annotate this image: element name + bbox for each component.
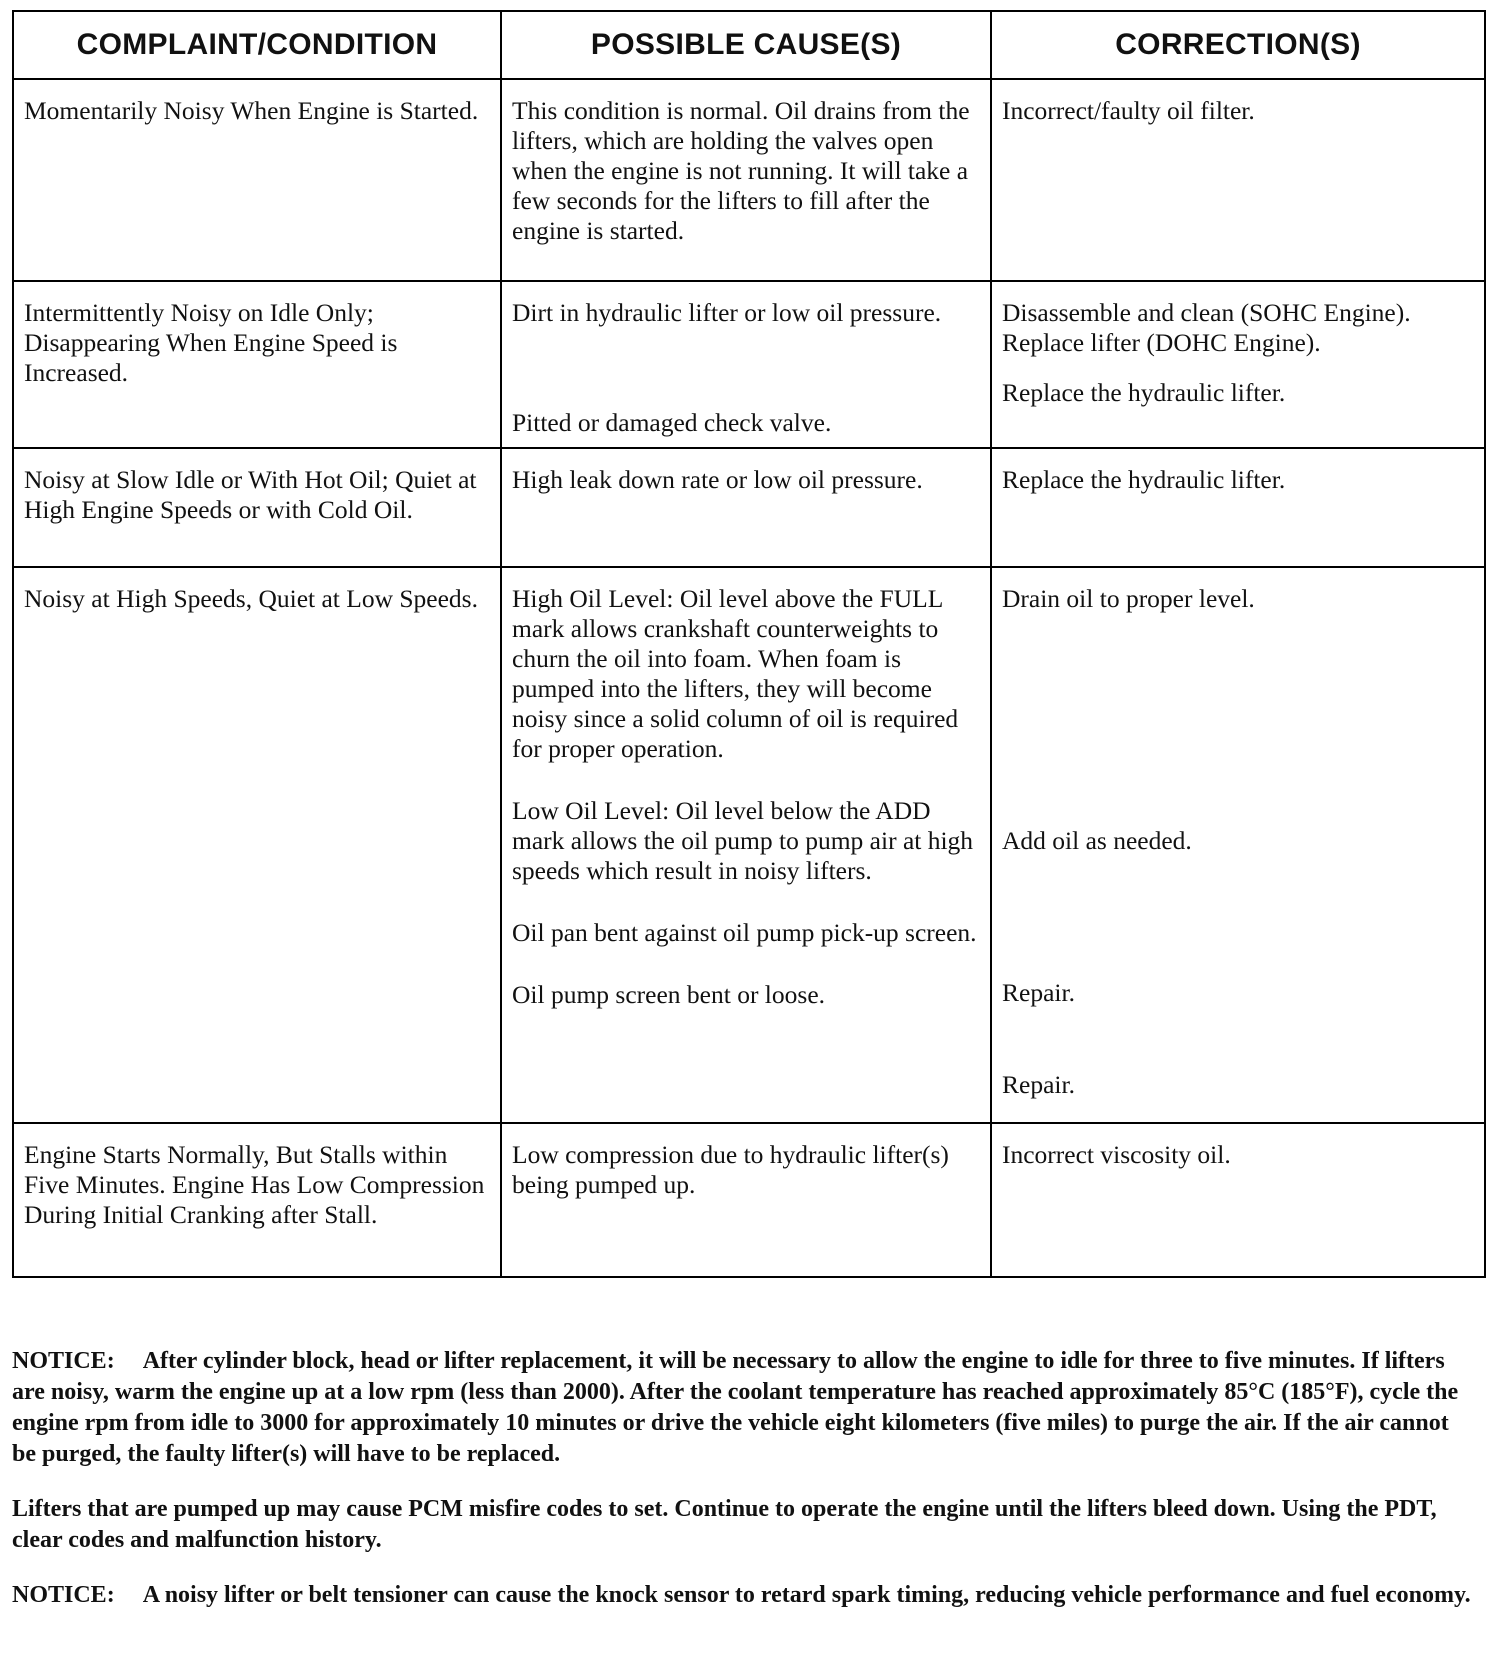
header-corrections: CORRECTION(S) [991, 11, 1485, 79]
table-row [13, 281, 1485, 448]
correction-text: Incorrect/faulty oil filter. [1002, 96, 1255, 125]
cause-text: Pitted or damaged check valve. [512, 408, 832, 437]
notice-label: NOTICE: [12, 1348, 115, 1374]
note-paragraph [12, 1494, 1472, 1556]
correction-text: Repair. [1002, 1070, 1075, 1099]
cause-cell [501, 567, 991, 1123]
correction-text: Replace the hydraulic lifter. [1002, 465, 1286, 494]
condition-cell [13, 567, 501, 1123]
table-row [13, 567, 1485, 1123]
cause-cell [501, 281, 991, 448]
cause-text: Oil pump screen bent or loose. [512, 980, 826, 1009]
correction-cell [991, 79, 1485, 281]
correction-text: Repair. [1002, 978, 1075, 1007]
cause-text: Low compression due to hydraulic lifter(s) being pumped up. [512, 1140, 949, 1199]
table-header [13, 11, 1485, 79]
cause-text: Low Oil Level: Oil level below the ADD mark allows the oil pump to pump air at high speeds which result in noisy lifters. [512, 796, 974, 885]
cause-text: High leak down rate or low oil pressure. [512, 465, 923, 494]
table-row [13, 79, 1485, 281]
cause-text: High Oil Level: Oil level above the FULL mark allows crankshaft counterweights to churn the oil into foam. When foam is pumped into the lifters, they will become noisy since a solid column of oil is required for proper operation. [512, 584, 959, 763]
notices-section [12, 1346, 1472, 1635]
notice-paragraph [12, 1346, 1472, 1470]
condition-cell [13, 79, 501, 281]
diagnosis-table [12, 10, 1486, 1278]
cause-cell [501, 79, 991, 281]
notice-text: A noisy lifter or belt tensioner can cause the knock sensor to retard spark timing, reducing vehicle performance and fuel economy. [142, 1582, 1471, 1608]
header-possible-causes: POSSIBLE CAUSE(S) [501, 11, 991, 79]
note-text: Lifters that are pumped up may cause PCM misfire codes to set. Continue to operate the engine until the lifters bleed down. Using the PDT, clear codes and malfunction history. [12, 1496, 1437, 1553]
condition-text: Intermittently Noisy on Idle Only; Disappearing When Engine Speed is Increased. [24, 298, 398, 387]
notice-paragraph [12, 1580, 1472, 1611]
condition-text: Noisy at High Speeds, Quiet at Low Speeds. [24, 584, 478, 613]
notice-text: After cylinder block, head or lifter replacement, it will be necessary to allow the engine to idle for three to five minutes. If lifters are noisy, warm the engine up at a low rpm (less than 2000). After the coolant temperature has reached approximately 85°C (185°F), cycle the engine rpm from idle to 3000 for approximately 10 minutes or drive the vehicle eight kilometers (five miles) to purge the air. If the air cannot be purged, the faulty lifter(s) will have to be replaced. [12, 1348, 1459, 1467]
condition-cell [13, 1123, 501, 1277]
cause-text: Oil pan bent against oil pump pick-up screen. [512, 918, 977, 947]
condition-text: Momentarily Noisy When Engine is Started. [24, 96, 479, 125]
notice-label: NOTICE: [12, 1582, 115, 1608]
correction-cell [991, 1123, 1485, 1277]
header-complaint-condition: COMPLAINT/CONDITION [13, 11, 501, 79]
condition-cell [13, 281, 501, 448]
cause-text: Dirt in hydraulic lifter or low oil pressure. [512, 298, 942, 327]
header-row [13, 11, 1485, 79]
correction-cell [991, 281, 1485, 448]
condition-text: Engine Starts Normally, But Stalls within Five Minutes. Engine Has Low Compression During Initial Cranking after Stall. [24, 1140, 485, 1229]
correction-cell [991, 448, 1485, 567]
condition-text: Noisy at Slow Idle or With Hot Oil; Quiet at High Engine Speeds or with Cold Oil. [24, 465, 477, 524]
condition-cell [13, 448, 501, 567]
table-row [13, 448, 1485, 567]
cause-text: This condition is normal. Oil drains from the lifters, which are holding the valves open when the engine is not running. It will take a few seconds for the lifters to fill after the engine is started. [512, 96, 970, 245]
correction-text: Drain oil to proper level. [1002, 584, 1255, 613]
correction-text: Disassemble and clean (SOHC Engine). Replace lifter (DOHC Engine). [1002, 298, 1411, 357]
cause-cell [501, 1123, 991, 1277]
cause-cell [501, 448, 991, 567]
table-row [13, 1123, 1485, 1277]
correction-text: Add oil as needed. [1002, 826, 1192, 855]
correction-cell [991, 567, 1485, 1123]
correction-text: Incorrect viscosity oil. [1002, 1140, 1231, 1169]
correction-text: Replace the hydraulic lifter. [1002, 378, 1286, 407]
